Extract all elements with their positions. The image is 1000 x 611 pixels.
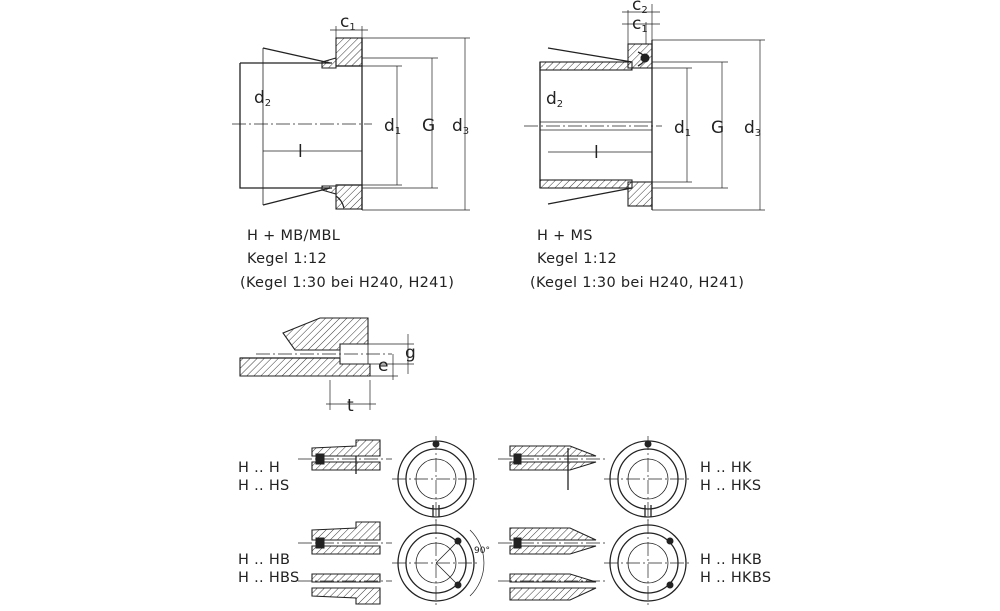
variant-label-h-hkbs: H .. HKBS	[700, 570, 772, 586]
svg-text:H + MB/MBL: H + MB/MBL	[247, 228, 341, 244]
label-l-right: l	[594, 143, 599, 163]
label-angle: 90°	[474, 546, 490, 556]
label-d2-right: d2	[546, 89, 564, 110]
label-d1-left: d1	[384, 116, 402, 137]
label-c1-right: c1	[632, 14, 648, 35]
svg-text:Kegel 1:12: Kegel 1:12	[247, 251, 328, 267]
variant-label-h-hs: H .. HS	[238, 478, 290, 494]
variant-hb-drawing	[298, 520, 490, 606]
label-G-right: G	[711, 118, 725, 138]
label-t: t	[347, 396, 354, 416]
variant-label-h-hkb: H .. HKB	[700, 552, 763, 568]
variant-label-h-hk: H .. HK	[700, 460, 752, 476]
caption-right	[530, 228, 744, 291]
variant-label-h-hbs: H .. HBS	[238, 570, 300, 586]
label-d3-right: d3	[744, 118, 762, 139]
variant-hkb-drawing	[498, 520, 692, 606]
label-d3-left: d3	[452, 116, 470, 137]
svg-text:Kegel 1:12: Kegel 1:12	[537, 251, 618, 267]
variant-hk-drawing	[498, 436, 692, 522]
label-e: e	[378, 356, 389, 376]
label-d2-left: d2	[254, 88, 272, 109]
svg-text:(Kegel 1:30 bei H240, H241): (Kegel 1:30 bei H240, H241)	[240, 275, 455, 291]
label-g: g	[405, 343, 416, 363]
label-d1-right: d1	[674, 118, 692, 139]
label-c2-right: c2	[632, 0, 648, 16]
sleeve-mb-drawing	[232, 12, 470, 210]
label-l-left: l	[298, 142, 303, 162]
variant-label-h-h: H .. H	[238, 460, 281, 476]
label-G-left: G	[422, 116, 436, 136]
svg-text:H + MS: H + MS	[537, 228, 593, 244]
caption-left	[240, 228, 454, 291]
variant-label-h-hb: H .. HB	[238, 552, 291, 568]
variant-label-h-hks: H .. HKS	[700, 478, 762, 494]
svg-text:(Kegel 1:30 bei H240, H241): (Kegel 1:30 bei H240, H241)	[530, 275, 745, 291]
thread-detail-drawing	[240, 318, 416, 416]
label-c1-left: c1	[340, 12, 356, 33]
variant-h-drawing	[298, 436, 480, 522]
sleeve-ms-drawing	[524, 0, 765, 210]
